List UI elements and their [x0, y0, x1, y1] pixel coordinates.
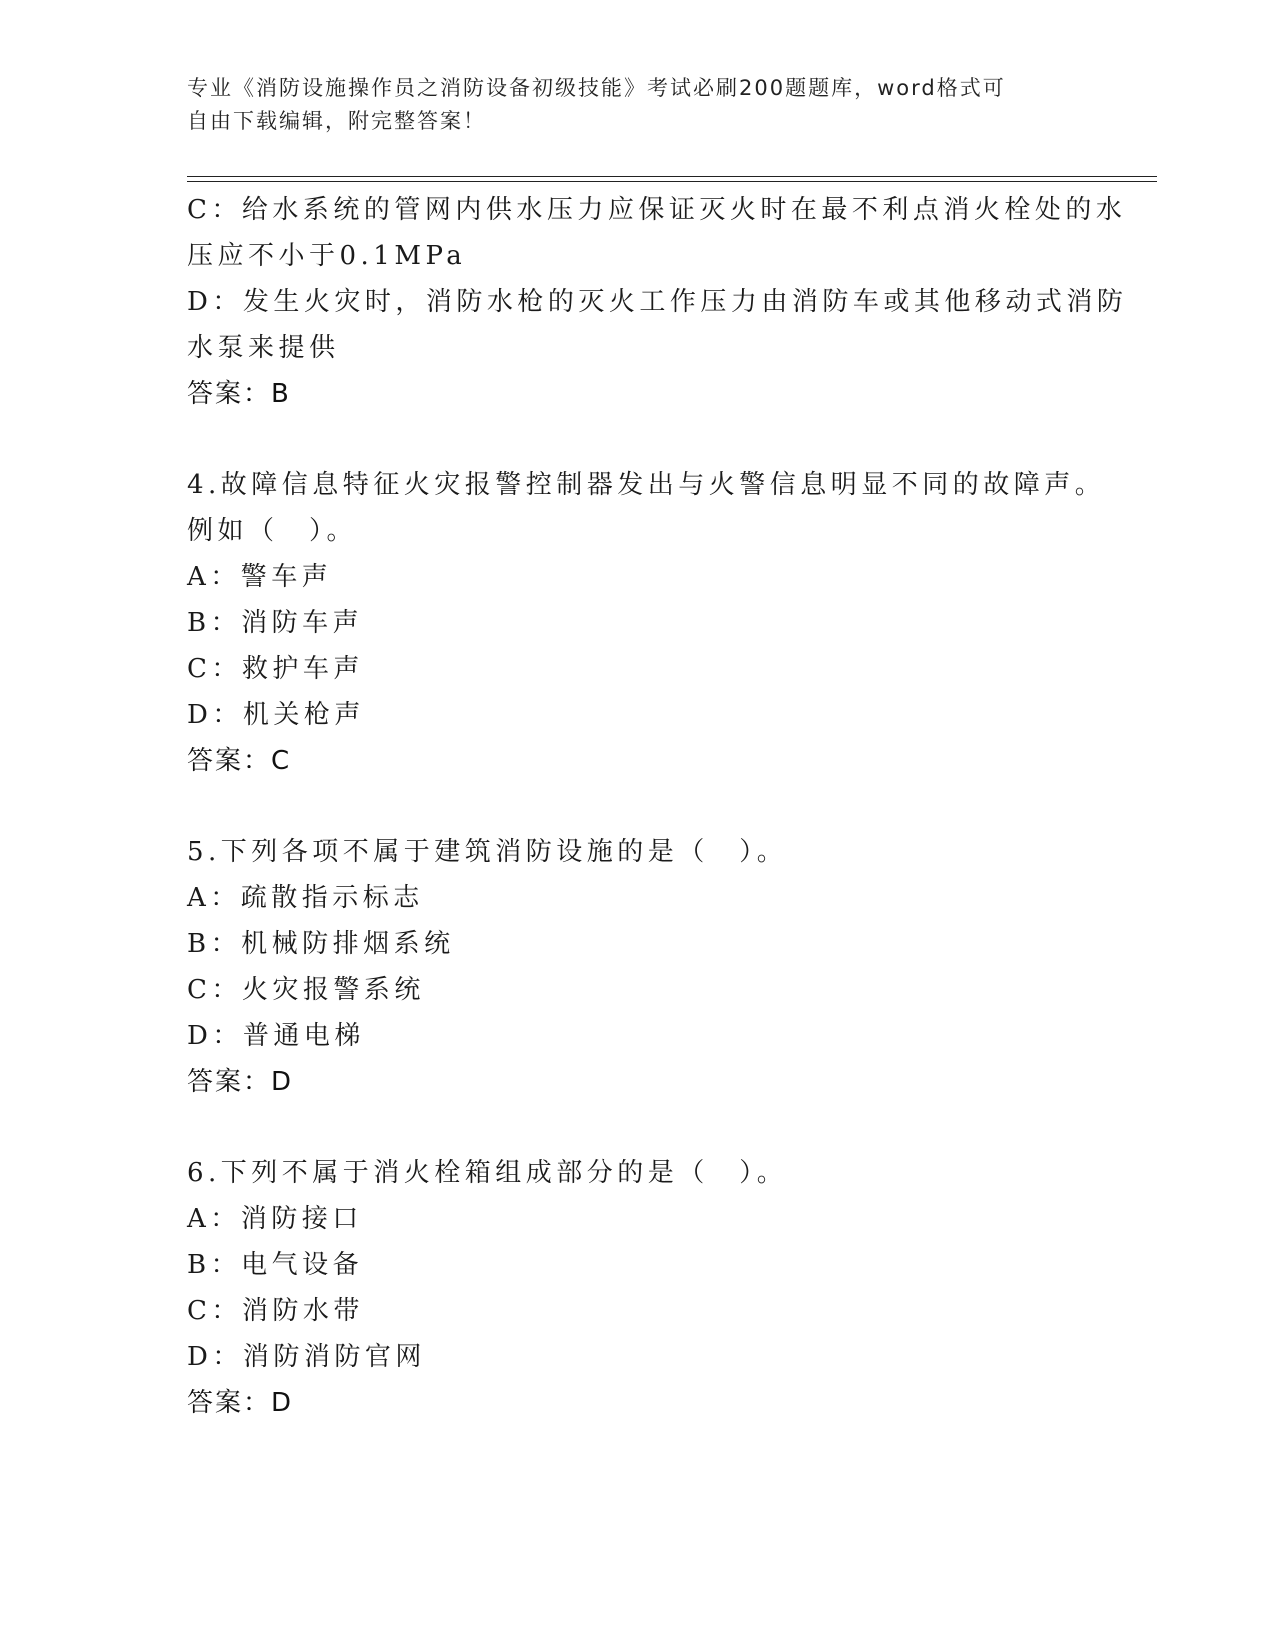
question-stem-line-2: 例如（ ）。 [187, 516, 358, 546]
option-b: B：电气设备 [187, 1250, 364, 1280]
option-b: B：消防车声 [187, 608, 364, 638]
option-d-line-1: D：发生火灾时，消防水枪的灭火工作压力由消防车或其他移动式消防 [187, 287, 1128, 317]
document-header [187, 72, 1067, 138]
answer-label: 答案：B [187, 379, 291, 409]
question-4 [187, 462, 1106, 784]
question-6 [187, 1150, 1087, 1426]
answer-label: 答案：D [187, 1067, 294, 1097]
option-c: C：火灾报警系统 [187, 975, 425, 1005]
question-stem: 6.下列不属于消火栓箱组成部分的是（ ）。 [187, 1158, 788, 1188]
answer-label: 答案：D [187, 1388, 294, 1418]
header-divider-top [187, 176, 1157, 177]
question-5 [187, 829, 1087, 1105]
option-c: C：消防水带 [187, 1296, 364, 1326]
option-a: A：警车声 [187, 562, 333, 592]
option-c-line-2: 压应不小于0.1MPa [187, 241, 467, 271]
option-a: A：消防接口 [187, 1204, 363, 1234]
question-stem-line-1: 4.故障信息特征火灾报警控制器发出与火警信息明显不同的故障声。 [187, 470, 1106, 500]
answer-label: 答案：C [187, 746, 292, 776]
option-b: B：机械防排烟系统 [187, 929, 455, 959]
option-c-line-1: C：给水系统的管网内供水压力应保证灭火时在最不利点消火栓处的水 [187, 195, 1127, 225]
option-d: D：普通电梯 [187, 1021, 365, 1051]
header-title-line-1: 专业《消防设施操作员之消防设备初级技能》考试必刷200题题库，word格式可 [187, 76, 1006, 100]
question-spacer [187, 1105, 1087, 1150]
question-spacer [187, 417, 1087, 462]
option-a: A：疏散指示标志 [187, 883, 424, 913]
option-d: D：机关枪声 [187, 700, 365, 730]
option-c: C：救护车声 [187, 654, 364, 684]
header-title-line-2: 自由下载编辑，附完整答案！ [187, 109, 486, 133]
question-stem: 5.下列各项不属于建筑消防设施的是（ ）。 [187, 837, 788, 867]
question-list [187, 187, 1128, 1426]
header-divider-bottom [187, 181, 1157, 182]
option-d-line-2: 水泵来提供 [187, 333, 340, 363]
question-spacer [187, 784, 1087, 829]
option-d: D：消防消防官网 [187, 1342, 426, 1372]
question-3-continued [187, 187, 1128, 417]
